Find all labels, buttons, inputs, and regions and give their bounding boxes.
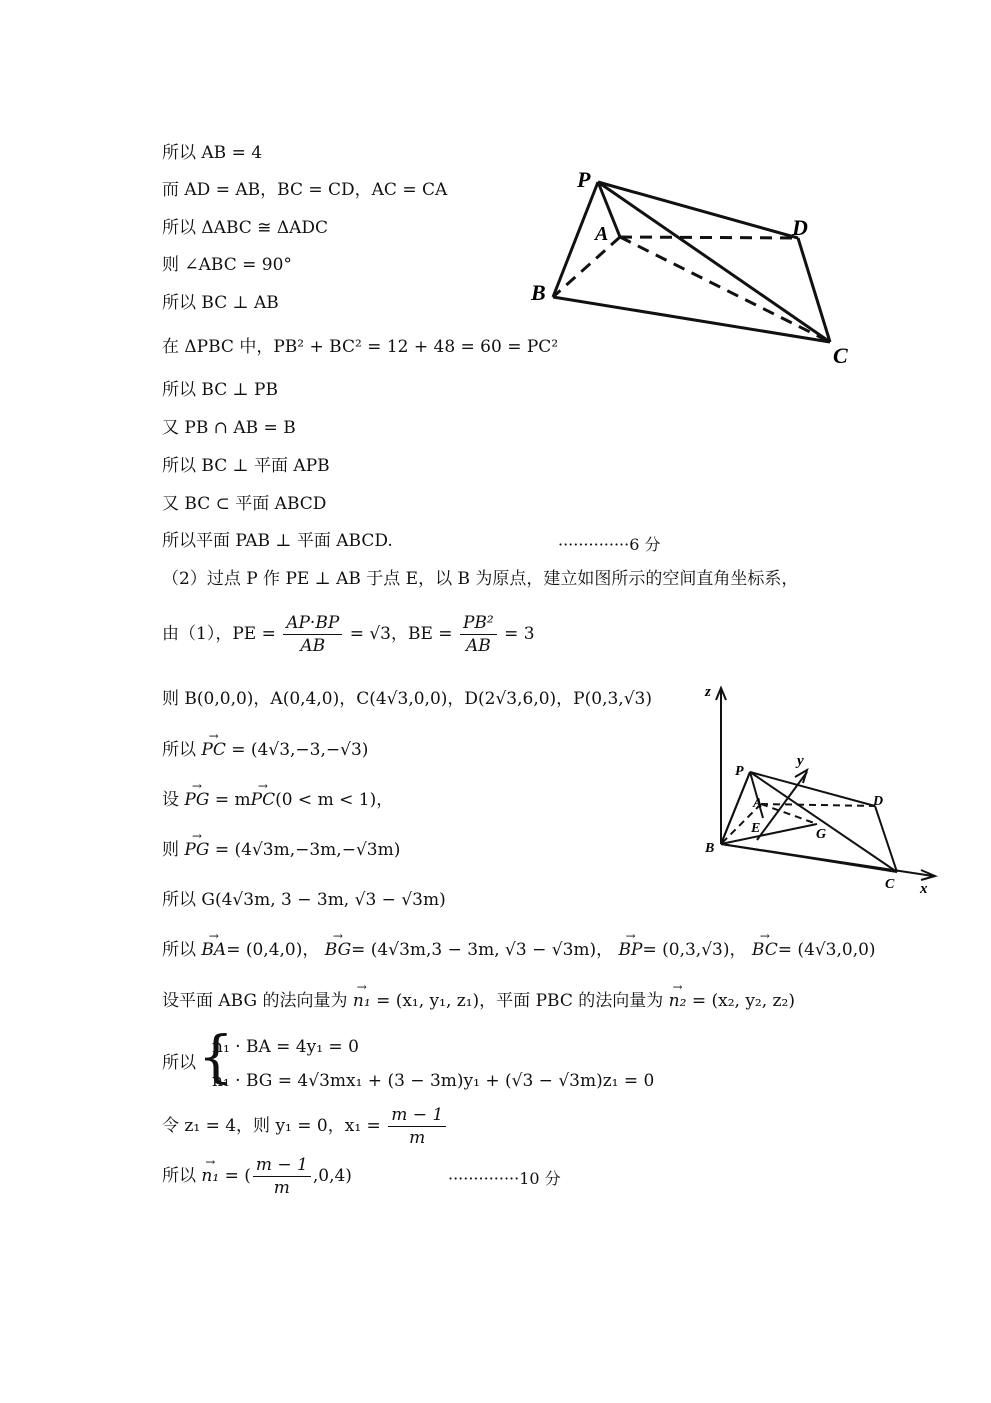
fraction [460,612,497,657]
coordinate-figure [695,680,945,905]
label-e: E [751,821,761,836]
edge-bp-inner [721,772,750,844]
text-span: = (4√3,0,0) [777,940,876,960]
edge-ad [761,804,875,806]
fraction-numerator: m − 1 [253,1154,311,1177]
fraction-denominator: AB [465,636,491,656]
label-p: P [577,167,591,192]
fraction-numerator: PB² [460,612,497,635]
text-line: 则 B(0,0,0)，A(0,4,0)，C(4√3,0,0)，D(2√3,6,0)，P(0,3,√3) [162,689,652,709]
edge-dc [798,238,830,342]
text-span: = (0,4,0)， [226,940,320,960]
system-brace: { [198,1025,234,1090]
let-line [162,1104,448,1149]
edge-bc [721,844,897,872]
vector-pc-line [162,739,368,761]
label-z: z [705,684,711,700]
vector-pg-then-line [162,839,400,861]
text-line: 所以 BC ⊥ 平面 APB [162,456,330,476]
label-a: A [753,796,763,811]
vector-bp: → BP [619,939,643,961]
text-line: 所以 [162,1053,196,1073]
label-d: D [873,794,884,809]
text-span: = (4√3,−3,−√3) [231,740,369,760]
text-line: （2）过点 P 作 PE ⊥ AB 于点 E，以 B 为原点，建立如图所示的空间直角坐标系， [162,569,799,589]
text-line: 所以 G(4√3m, 3 − 3m, √3 − √3m) [162,890,446,910]
edge-pb [553,182,598,297]
vector-n1: → n₁ [353,990,371,1012]
text-span: 所以 [162,1166,196,1186]
vectors-line [162,939,876,961]
text-span: 令 z₁ = 4，则 y₁ = 0，x₁ = [162,1116,381,1136]
fraction [283,612,342,657]
text-span: (0 < m < 1)， [275,790,394,810]
edge-ab [553,237,620,297]
text-span: = 3 [504,624,535,644]
text-span: = ( [224,1166,251,1186]
text-line: 又 PB ∩ AB = B [162,418,296,438]
text-span: 设 [162,790,179,810]
text-span: 设平面 ABG 的法向量为 [162,991,348,1011]
text-span: = m [214,790,251,810]
fraction-denominator: m [273,1178,290,1198]
score-annotation: ··············6 分 [558,535,661,554]
n1-line [162,1154,352,1199]
text-line: 又 BC ⊂ 平面 ABCD [162,494,327,514]
vector-pg: → PG [184,839,209,861]
vector-pc: → PC [251,789,275,811]
fraction-numerator: m − 1 [388,1104,446,1127]
text-span: 由（1），PE = [162,624,276,644]
text-line: 所以 ΔABC ≅ ΔADC [162,218,329,238]
system-row: n₁ · BA = 4y₁ = 0 [212,1037,359,1057]
label-d: D [792,215,808,240]
edge-bg [721,824,817,844]
text-span: 则 [162,840,179,860]
edge-pd [750,772,875,806]
text-span: 所以 [162,940,196,960]
vector-bc: → BC [752,939,778,961]
edge-pc [750,772,897,872]
text-span: = (4√3m,−3m,−√3m) [214,840,401,860]
score-annotation: ··············10 分 [448,1169,561,1188]
edge-pc [598,182,830,342]
edge-dc [875,806,897,872]
edge-pd [598,182,798,238]
formula-pe [162,612,535,657]
system-row: n₁ · BG = 4√3mx₁ + (3 − 3m)y₁ + (√3 − √3m)z₁ = 0 [212,1071,655,1091]
label-b: B [705,841,715,856]
fraction-denominator: m [409,1128,426,1148]
text-line: 则 ∠ABC = 90° [162,255,292,275]
label-c: C [833,343,848,368]
vector-n2: → n₂ [669,990,687,1012]
fraction [388,1104,446,1149]
vector-ba: → BA [201,939,226,961]
text-line: 所以 BC ⊥ PB [162,380,278,400]
text-span: = (x₁, y₁, z₁)，平面 PBC 的法向量为 [376,991,664,1011]
edge-bc [553,297,830,342]
text-span: = √3，BE = [349,624,453,644]
pyramid-figure [525,165,865,375]
vector-pc: → PC [201,739,225,761]
text-span: = (4√3m,3 − 3m, √3 − √3m)， [351,940,614,960]
label-a: A [595,223,609,245]
vector-bg: → BG [325,939,351,961]
vector-pg-set-line [162,789,393,811]
fraction [253,1154,311,1199]
text-line: 所以平面 PAB ⊥ 平面 ABCD. [162,531,393,551]
text-line: 在 ΔPBC 中，PB² + BC² = 12 + 48 = 60 = PC² [162,337,559,357]
label-x: x [920,881,928,897]
edge-ad [620,237,798,238]
text-span: = (0,3,√3)， [642,940,747,960]
text-span: = (x₂, y₂, z₂) [691,991,795,1011]
fraction-denominator: AB [300,636,326,656]
text-line: 所以 AB = 4 [162,143,263,163]
label-g: G [816,827,827,842]
text-span: 所以 [162,740,196,760]
text-line: 所以 BC ⊥ AB [162,293,279,313]
vector-pg: → PG [184,789,209,811]
label-b: B [531,280,546,305]
label-y: y [797,753,804,769]
vector-n1: → n₁ [201,1165,219,1187]
text-line: 而 AD = AB，BC = CD，AC = CA [162,180,448,200]
text-span: ,0,4) [312,1166,352,1186]
normals-line [162,990,795,1012]
label-c: C [885,877,895,892]
fraction-numerator: AP·BP [283,612,342,635]
edge-ag [761,804,817,824]
label-p: P [735,764,744,779]
